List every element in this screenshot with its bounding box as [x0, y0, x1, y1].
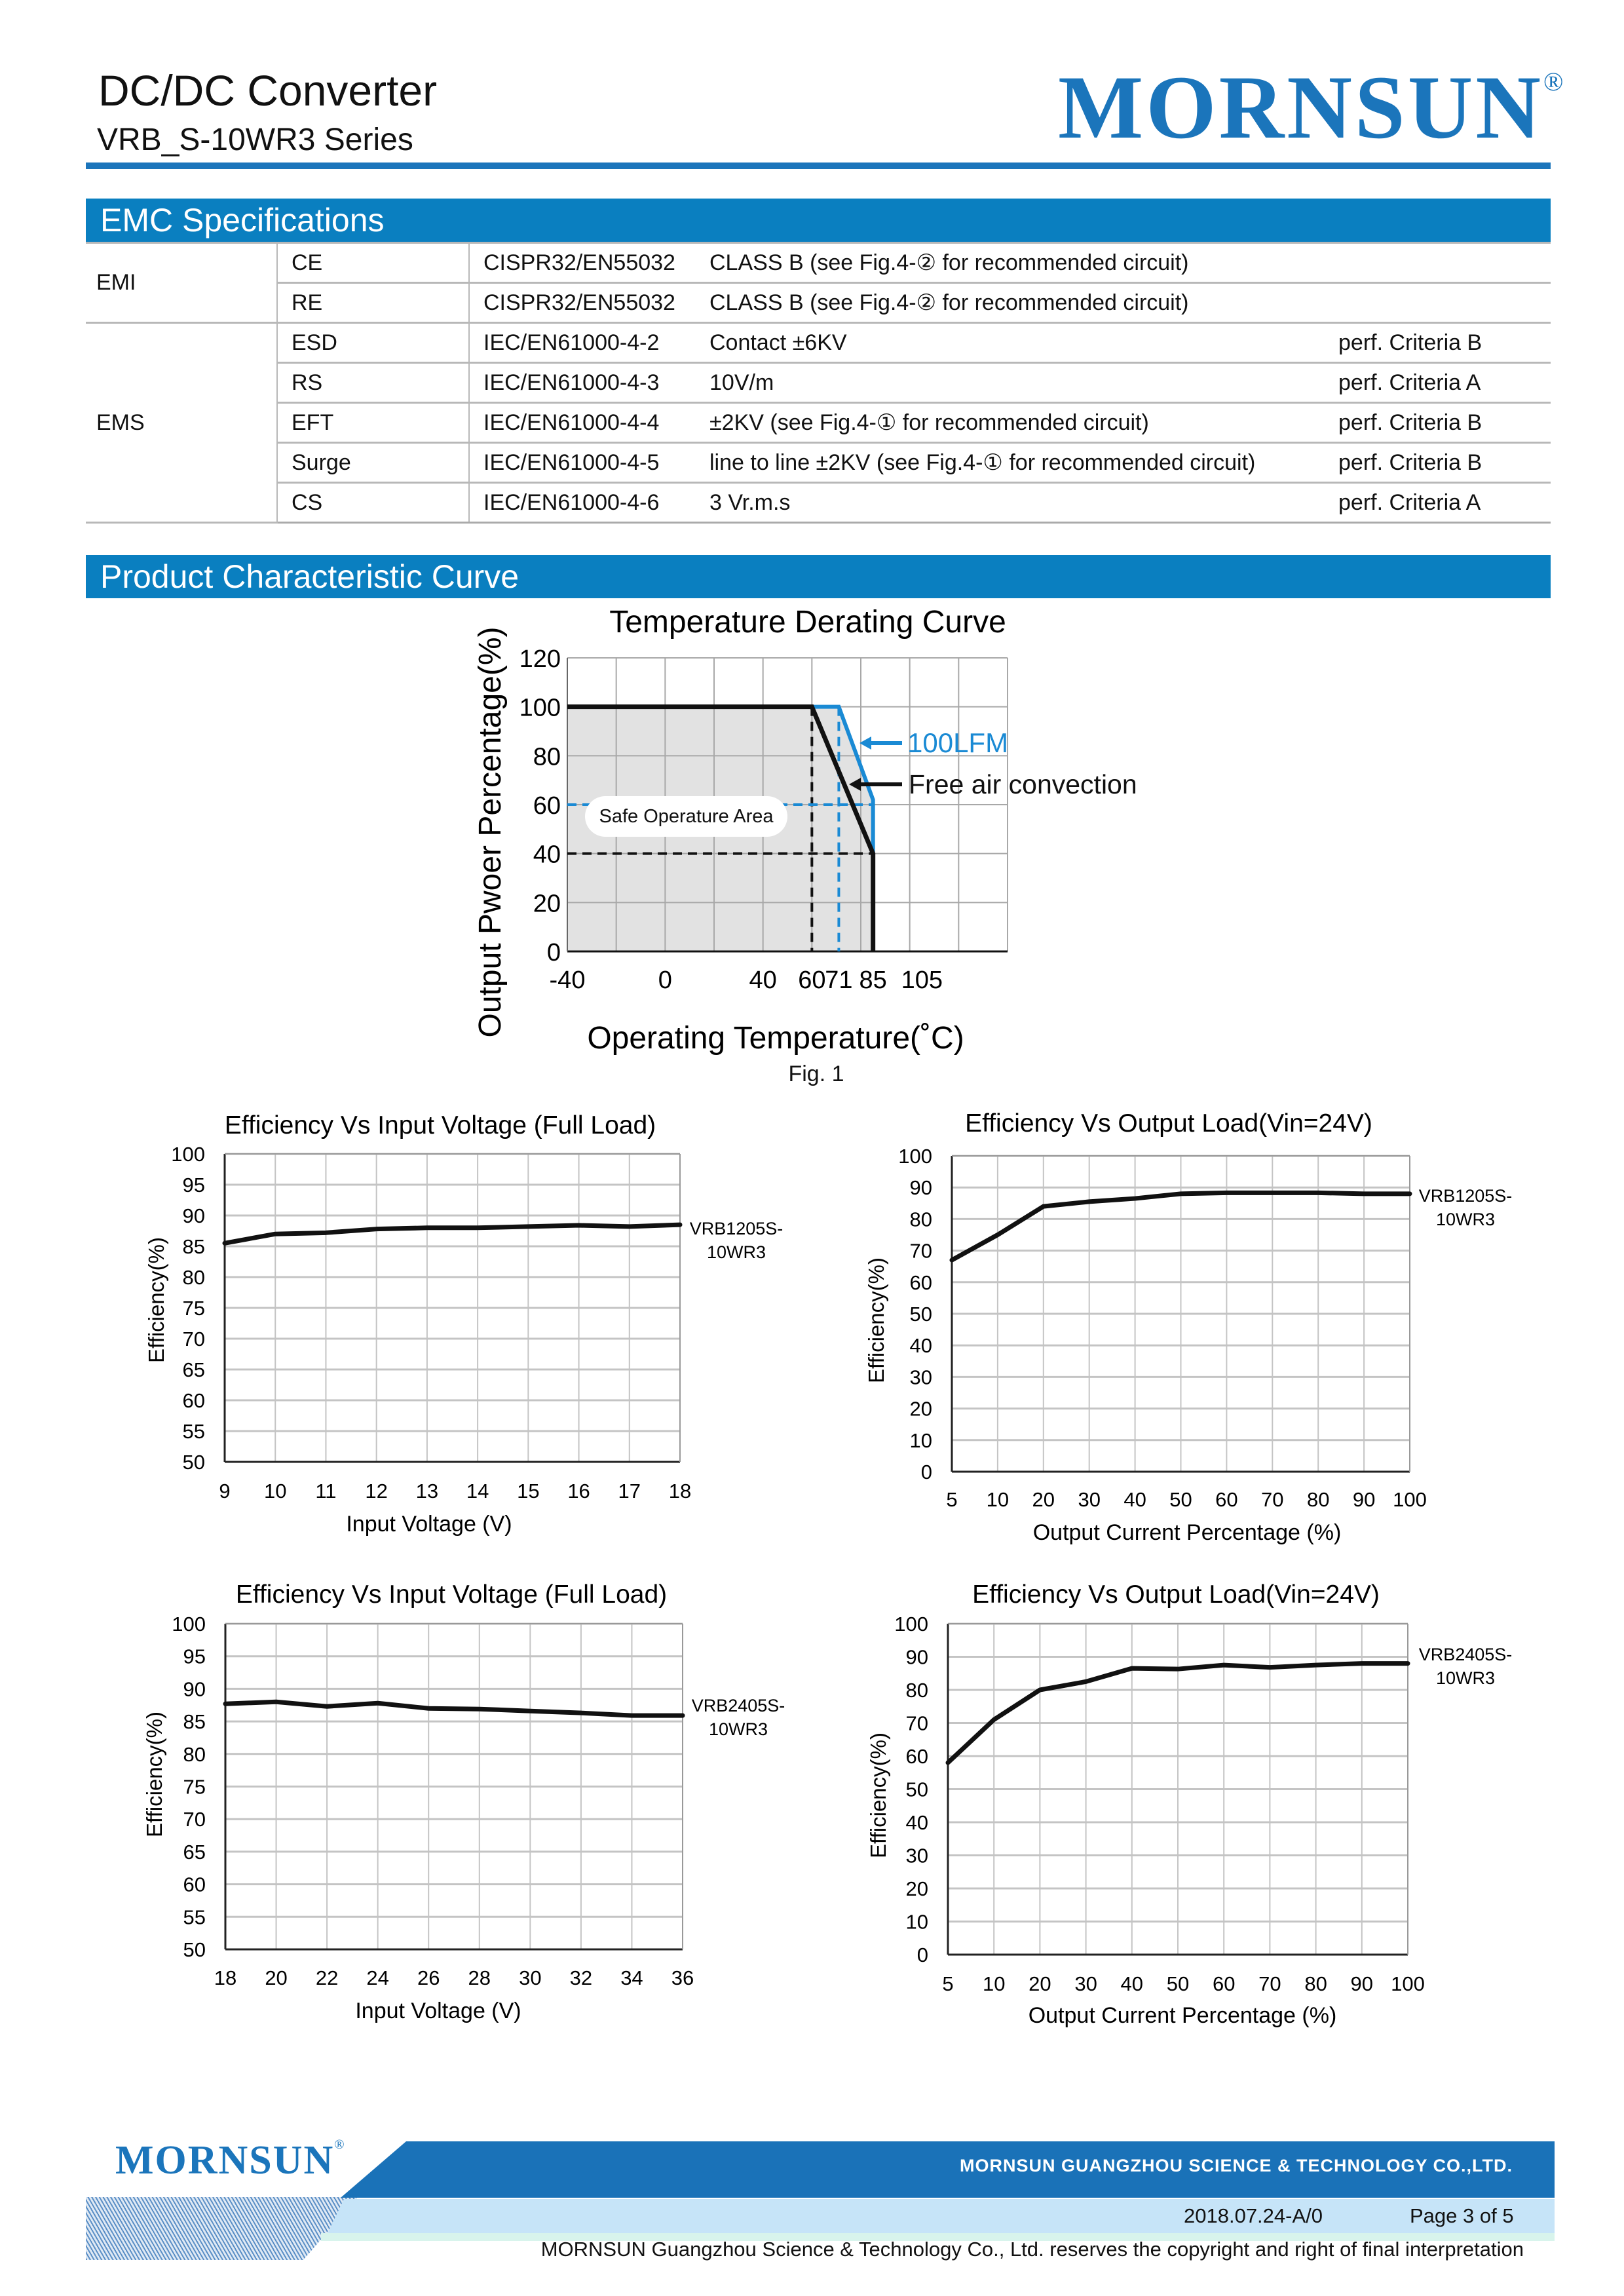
- page-number: Page 3 of 5: [1410, 2204, 1514, 2227]
- x-tick-label: 70: [1258, 1972, 1281, 1995]
- y-tick-label: 100: [894, 1613, 928, 1636]
- x-tick-label: 11: [315, 1480, 337, 1502]
- x-tick-label: 26: [417, 1966, 440, 1989]
- criteria-cell: perf. Criteria B: [1338, 403, 1551, 443]
- y-axis-label: Efficiency(%): [864, 1257, 888, 1383]
- x-tick-label: 50: [1166, 1972, 1190, 1995]
- y-tick-label: 0: [916, 1943, 928, 1966]
- x-tick-label: 60: [1215, 1488, 1238, 1511]
- x-axis-label: Operating Temperature(˚C): [587, 1021, 964, 1056]
- requirement-cell: line to line ±2KV (see Fig.4-① for recommended circuit): [709, 443, 1338, 483]
- requirement-cell: Contact ±6KV: [709, 323, 1338, 363]
- group-cell: EMI: [86, 243, 277, 323]
- x-tick-label: 5: [942, 1972, 954, 1995]
- chart-title: Temperature Derating Curve: [609, 605, 1006, 640]
- y-tick-label: 50: [183, 1938, 206, 1961]
- requirement-cell: 3 Vr.m.s: [709, 483, 1338, 523]
- x-axis-label: Input Voltage (V): [346, 1512, 512, 1537]
- footer-logo-text: MORNSUN: [115, 2138, 335, 2183]
- y-tick-label: 70: [183, 1808, 206, 1831]
- y-tick-label: 65: [183, 1840, 206, 1864]
- efficiency-line: [225, 1702, 683, 1715]
- y-tick-label: 100: [519, 694, 561, 722]
- chart-title: Efficiency Vs Input Voltage (Full Load): [224, 1111, 656, 1139]
- y-tick-label: 0: [920, 1461, 932, 1483]
- y-tick-label: 60: [909, 1271, 932, 1294]
- footer-logo: [115, 2137, 346, 2184]
- section-header-emc: EMC Specifications: [86, 199, 1551, 242]
- x-tick-label: 10: [263, 1480, 287, 1502]
- registered-mark: ®: [334, 2137, 346, 2152]
- standard-cell: IEC/EN61000-4-3: [469, 363, 709, 403]
- y-tick-label: 55: [183, 1905, 206, 1929]
- x-tick-label: 40: [1124, 1488, 1146, 1511]
- y-tick-label: 90: [182, 1204, 205, 1227]
- series-label: VRB1205S-: [689, 1219, 784, 1238]
- x-axis-label: Input Voltage (V): [355, 1999, 521, 2023]
- y-tick-label: 100: [898, 1145, 932, 1168]
- criteria-cell: perf. Criteria B: [1338, 443, 1551, 483]
- y-tick-label: 50: [905, 1778, 928, 1801]
- y-tick-label: 85: [183, 1710, 206, 1734]
- y-tick-label: 30: [905, 1844, 928, 1867]
- requirement-cell: CLASS B (see Fig.4-② for recommended circuit): [709, 243, 1551, 283]
- y-axis-label: Efficiency(%): [866, 1732, 890, 1858]
- y-tick-label: 30: [909, 1366, 932, 1389]
- x-tick-label: 20: [265, 1966, 288, 1989]
- criteria-cell: perf. Criteria A: [1338, 483, 1551, 523]
- item-cell: CE: [277, 243, 469, 283]
- y-tick-label: 75: [182, 1297, 205, 1320]
- x-tick-label: 10: [986, 1488, 1010, 1511]
- y-tick-label: 90: [905, 1645, 928, 1669]
- item-cell: CS: [277, 483, 469, 523]
- x-tick-label: 90: [1352, 1488, 1376, 1511]
- y-tick-label: 70: [905, 1712, 928, 1735]
- item-cell: ESD: [277, 323, 469, 363]
- series-label: 10WR3: [706, 1242, 766, 1262]
- x-tick-label: 30: [1074, 1972, 1097, 1995]
- efficiency-line: [225, 1225, 680, 1243]
- standard-cell: CISPR32/EN55032: [469, 283, 709, 323]
- y-tick-label: 70: [909, 1239, 932, 1263]
- series-label: 10WR3: [1435, 1668, 1496, 1688]
- x-tick-label: 40: [749, 966, 777, 994]
- standard-cell: IEC/EN61000-4-4: [469, 403, 709, 443]
- standard-cell: IEC/EN61000-4-6: [469, 483, 709, 523]
- item-cell: RS: [277, 363, 469, 403]
- y-tick-label: 70: [182, 1328, 205, 1350]
- x-tick-label: 90: [1350, 1972, 1374, 1995]
- y-tick-label: 80: [533, 743, 561, 771]
- criteria-cell: perf. Criteria A: [1338, 363, 1551, 403]
- y-axis-label: Output Pwoer Percentage(%): [473, 626, 508, 1038]
- group-cell: EMS: [86, 323, 277, 523]
- figure-caption: Fig. 1: [788, 1062, 844, 1086]
- x-tick-label: 0: [658, 966, 672, 994]
- y-tick-label: 80: [909, 1208, 932, 1231]
- x-tick-label: 20: [1029, 1972, 1051, 1995]
- x-tick-label: 32: [569, 1966, 593, 1989]
- y-tick-label: 85: [182, 1235, 205, 1258]
- item-cell: EFT: [277, 403, 469, 443]
- x-tick-label: 60: [798, 966, 826, 994]
- x-tick-label: 105: [901, 966, 943, 994]
- x-tick-label: 60: [1212, 1972, 1236, 1995]
- series-label: VRB2405S-: [691, 1696, 785, 1715]
- x-tick-label: 100: [1391, 1972, 1425, 1995]
- document-series: VRB_S-10WR3 Series: [97, 123, 413, 157]
- y-tick-label: 60: [182, 1389, 205, 1412]
- x-tick-label: 30: [519, 1966, 542, 1989]
- x-tick-label: 100: [1393, 1488, 1427, 1511]
- x-tick-label: 12: [365, 1480, 388, 1502]
- x-tick-label: 10: [982, 1972, 1006, 1995]
- legend-label-free-air: Free air convection: [909, 769, 1137, 799]
- y-tick-label: 20: [533, 890, 561, 918]
- footer-info-band: [328, 2199, 1555, 2233]
- y-tick-label: 75: [183, 1775, 206, 1799]
- x-tick-label: 18: [668, 1480, 692, 1502]
- footer-company-name: MORNSUN GUANGZHOU SCIENCE & TECHNOLOGY CO.,LTD.: [959, 2156, 1513, 2175]
- x-tick-label: 28: [468, 1966, 491, 1989]
- x-tick-label: 17: [618, 1480, 641, 1502]
- x-tick-label: 85: [859, 966, 887, 994]
- revision-date: 2018.07.24-A/0: [1184, 2204, 1323, 2227]
- x-tick-label: 13: [415, 1480, 439, 1502]
- x-tick-label: 15: [517, 1480, 540, 1502]
- x-tick-label: 30: [1078, 1488, 1101, 1511]
- series-label: VRB2405S-: [1418, 1645, 1513, 1664]
- chart-title: Efficiency Vs Input Voltage (Full Load): [235, 1580, 668, 1609]
- x-tick-label: 24: [366, 1966, 389, 1989]
- x-axis-label: Output Current Percentage (%): [1028, 2003, 1337, 2028]
- y-tick-label: 10: [909, 1428, 932, 1452]
- y-tick-label: 0: [546, 939, 561, 966]
- requirement-cell: 10V/m: [709, 363, 1338, 403]
- x-tick-label: 50: [1169, 1488, 1192, 1511]
- y-tick-label: 90: [909, 1176, 932, 1200]
- x-axis-label: Output Current Percentage (%): [1032, 1520, 1342, 1545]
- y-tick-label: 100: [172, 1613, 206, 1636]
- series-label: 10WR3: [1435, 1210, 1496, 1229]
- brand-logo-text: MORNSUN: [1058, 57, 1543, 157]
- requirement-cell: CLASS B (see Fig.4-② for recommended circuit): [709, 283, 1551, 323]
- y-tick-label: 80: [183, 1742, 206, 1766]
- y-tick-label: 20: [909, 1397, 932, 1421]
- y-tick-label: 60: [905, 1745, 928, 1768]
- x-tick-label: 20: [1032, 1488, 1055, 1511]
- x-tick-label: 70: [1261, 1488, 1284, 1511]
- y-tick-label: 65: [182, 1358, 205, 1381]
- standard-cell: CISPR32/EN55032: [469, 243, 709, 283]
- y-axis-label: Efficiency(%): [144, 1237, 168, 1363]
- x-tick-label: 71: [825, 966, 853, 994]
- y-tick-label: 95: [183, 1645, 206, 1668]
- chart-title: Efficiency Vs Output Load(Vin=24V): [972, 1580, 1380, 1609]
- x-tick-label: 34: [620, 1966, 643, 1989]
- y-tick-label: 40: [909, 1334, 932, 1358]
- safe-operating-area-label: Safe Operature Area: [585, 796, 787, 837]
- item-cell: RE: [277, 283, 469, 323]
- registered-mark: ®: [1543, 67, 1566, 96]
- x-tick-label: -40: [549, 966, 586, 994]
- y-tick-label: 80: [905, 1679, 928, 1702]
- x-tick-label: 22: [315, 1966, 339, 1989]
- requirement-cell: ±2KV (see Fig.4-① for recommended circuit): [709, 403, 1338, 443]
- y-tick-label: 55: [182, 1420, 205, 1443]
- document-title: DC/DC Converter: [98, 66, 438, 115]
- x-tick-label: 40: [1120, 1972, 1144, 1995]
- x-tick-label: 80: [1306, 1488, 1330, 1511]
- x-tick-label: 18: [214, 1966, 237, 1989]
- standard-cell: IEC/EN61000-4-2: [469, 323, 709, 363]
- section-header-curves: Product Characteristic Curve: [86, 555, 1551, 598]
- copyright-notice: MORNSUN Guangzhou Science & Technology Co., Ltd. reserves the copyright and right of final interpretation: [540, 2238, 1524, 2261]
- legend-label-100lfm: 100LFM: [907, 727, 1009, 758]
- x-tick-label: 9: [219, 1480, 231, 1502]
- y-tick-label: 60: [183, 1873, 206, 1896]
- y-tick-label: 120: [519, 645, 561, 673]
- y-tick-label: 40: [533, 841, 561, 869]
- y-tick-label: 100: [171, 1143, 205, 1166]
- y-tick-label: 10: [905, 1910, 928, 1934]
- y-tick-label: 90: [183, 1677, 206, 1701]
- series-label: 10WR3: [708, 1719, 768, 1739]
- y-tick-label: 95: [182, 1174, 205, 1196]
- x-tick-label: 14: [466, 1480, 489, 1502]
- x-tick-label: 80: [1304, 1972, 1327, 1995]
- y-axis-label: Efficiency(%): [142, 1712, 166, 1837]
- y-tick-label: 80: [182, 1266, 205, 1289]
- y-tick-label: 20: [905, 1877, 928, 1900]
- x-tick-label: 16: [567, 1480, 590, 1502]
- x-tick-label: 5: [946, 1488, 958, 1511]
- item-cell: Surge: [277, 443, 469, 483]
- standard-cell: IEC/EN61000-4-5: [469, 443, 709, 483]
- y-tick-label: 40: [905, 1811, 928, 1834]
- criteria-cell: perf. Criteria B: [1338, 323, 1551, 363]
- y-tick-label: 50: [909, 1303, 932, 1326]
- x-tick-label: 36: [671, 1966, 694, 1989]
- chart-title: Efficiency Vs Output Load(Vin=24V): [965, 1109, 1372, 1138]
- series-label: VRB1205S-: [1418, 1186, 1513, 1206]
- y-tick-label: 60: [533, 792, 561, 820]
- y-tick-label: 50: [182, 1451, 205, 1474]
